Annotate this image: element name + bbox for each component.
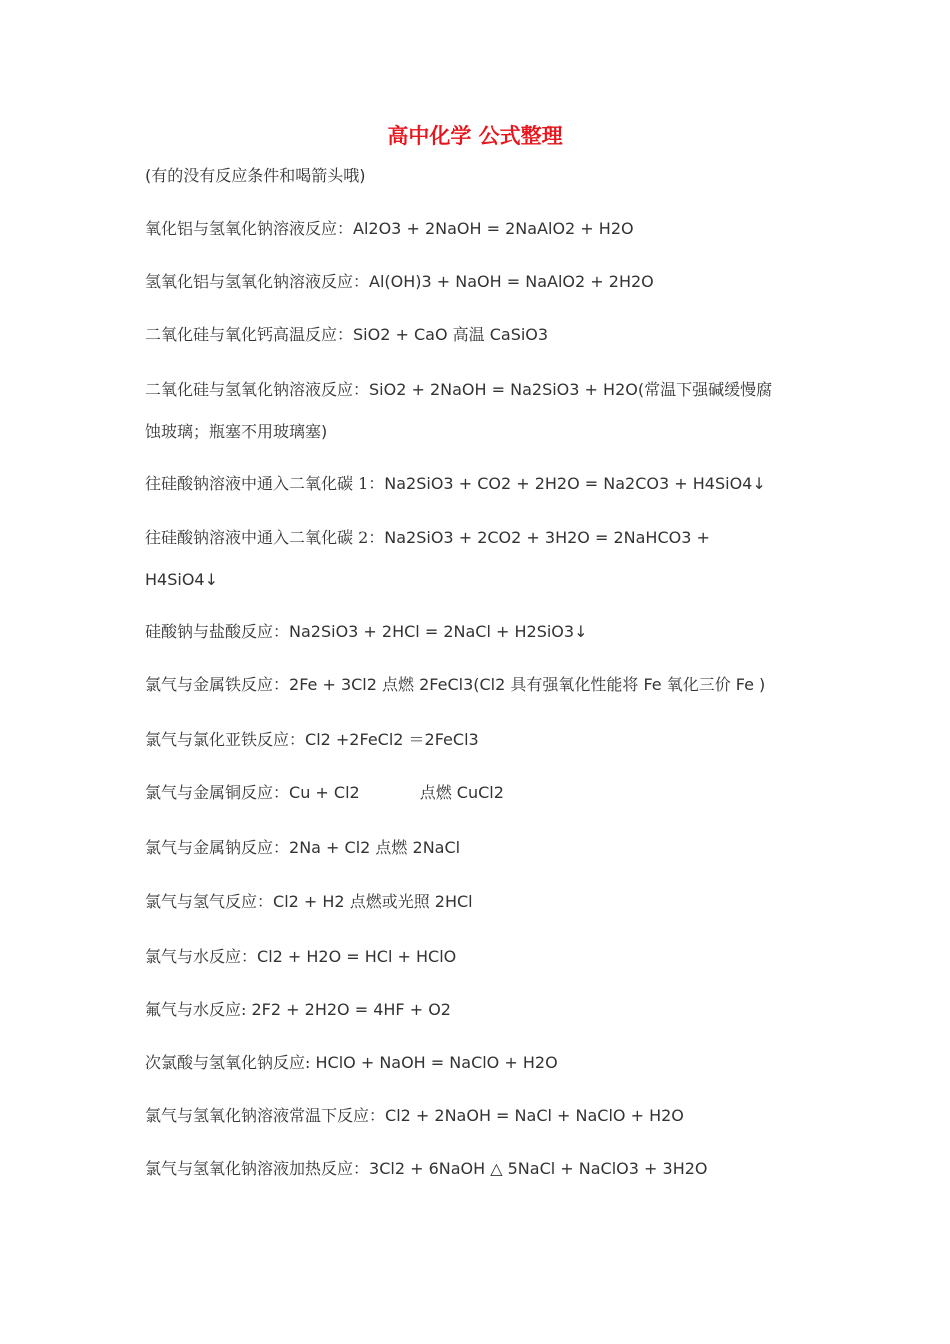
- reaction-label: 氯气与水反应：: [145, 947, 258, 966]
- reaction-line-4-continuation: 蚀玻璃；瓶塞不用玻璃塞): [145, 422, 328, 441]
- reaction-line-1: [145, 217, 815, 241]
- reaction-formula: Na2SiO3 + CO2 + 2H2O = Na2CO3 + H4SiO4↓: [384, 474, 766, 493]
- reaction-formula: Na2SiO3 + 2HCl = 2NaCl + H2SiO3↓: [289, 622, 588, 641]
- reaction-label: 氧化铝与氢氧化钠溶液反应：: [145, 219, 354, 238]
- reaction-line-12: [145, 890, 815, 914]
- reaction-label: 氯气与氢氧化钠溶液加热反应：: [145, 1159, 370, 1178]
- reaction-formula: Cl2 + H2 点燃或光照 2HCl: [273, 892, 473, 911]
- document-title: 高中化学 公式整理: [387, 123, 563, 148]
- reaction-formula: HClO + NaOH = NaClO + H2O: [310, 1053, 558, 1072]
- reaction-line-13: [145, 945, 815, 969]
- reaction-line-16: [145, 1104, 815, 1128]
- reaction-label: 二氧化硅与氧化钙高温反应：: [145, 325, 354, 344]
- reaction-line-17: [145, 1157, 815, 1181]
- reaction-formula: 2Na + Cl2 点燃 2NaCl: [289, 838, 461, 857]
- reaction-formula: 2Fe + 3Cl2 点燃 2FeCl3(Cl2 具有强氧化性能将 Fe 氧化三价 Fe ): [289, 675, 766, 694]
- reaction-label: 往硅酸钠溶液中通入二氧化碳 1：: [145, 474, 385, 493]
- reaction-label: 氯气与金属铁反应：: [145, 675, 290, 694]
- reaction-formula: SiO2 + 2NaOH = Na2SiO3 + H2O(常温下强碱缓慢腐: [369, 380, 773, 399]
- reaction-line-3: [145, 323, 815, 347]
- reaction-line-8: [145, 673, 815, 697]
- reaction-formula: Cl2 + 2NaOH = NaCl + NaClO + H2O: [385, 1106, 684, 1125]
- reaction-line-15: [145, 1051, 815, 1075]
- reaction-formula: Na2SiO3 + 2CO2 + 3H2O = 2NaHCO3 +: [384, 528, 710, 547]
- reaction-label: 氢氧化铝与氢氧化钠溶液反应：: [145, 272, 370, 291]
- reaction-label: 二氧化硅与氢氧化钠溶液反应：: [145, 380, 370, 399]
- reaction-formula: 2F2 + 2H2O = 4HF + O2: [246, 1000, 451, 1019]
- reaction-line-6-continuation: H4SiO4↓: [145, 570, 218, 589]
- reaction-line-5: [145, 472, 815, 496]
- reaction-line-9: [145, 728, 815, 752]
- reaction-formula: 3Cl2 + 6NaOH △ 5NaCl + NaClO3 + 3H2O: [369, 1159, 708, 1178]
- reaction-formula: Al(OH)3 + NaOH = NaAlO2 + 2H2O: [369, 272, 654, 291]
- reaction-line-4: [145, 378, 815, 402]
- reaction-line-10: [145, 781, 815, 805]
- reaction-label: 氟气与水反应:: [145, 1000, 247, 1019]
- reaction-label: 氯气与氢气反应：: [145, 892, 274, 911]
- reaction-label: 氯气与金属铜反应：: [145, 783, 290, 802]
- reaction-label: 氯气与氯化亚铁反应：: [145, 730, 306, 749]
- document-note: (有的没有反应条件和喝箭头哦): [145, 166, 366, 185]
- reaction-label: 氯气与金属钠反应：: [145, 838, 290, 857]
- reaction-label: 硅酸钠与盐酸反应：: [145, 622, 290, 641]
- reaction-line-7: [145, 620, 815, 644]
- reaction-label: 次氯酸与氢氧化钠反应:: [145, 1053, 311, 1072]
- reaction-formula: SiO2 + CaO 高温 CaSiO3: [353, 325, 549, 344]
- reaction-line-2: [145, 270, 815, 294]
- reaction-label: 往硅酸钠溶液中通入二氧化碳 2：: [145, 528, 385, 547]
- reaction-line-6: [145, 526, 815, 550]
- reaction-formula: Cu + Cl2: [289, 783, 360, 802]
- reaction-formula: Al2O3 + 2NaOH = 2NaAlO2 + H2O: [353, 219, 634, 238]
- reaction-formula: Cl2 +2FeCl2 ＝2FeCl3: [305, 730, 479, 749]
- reaction-line-14: [145, 998, 815, 1022]
- reaction-formula-product: 点燃 CuCl2: [419, 783, 504, 802]
- reaction-formula: Cl2 + H2O = HCl + HClO: [257, 947, 457, 966]
- reaction-label: 氯气与氢氧化钠溶液常温下反应：: [145, 1106, 386, 1125]
- reaction-line-11: [145, 836, 815, 860]
